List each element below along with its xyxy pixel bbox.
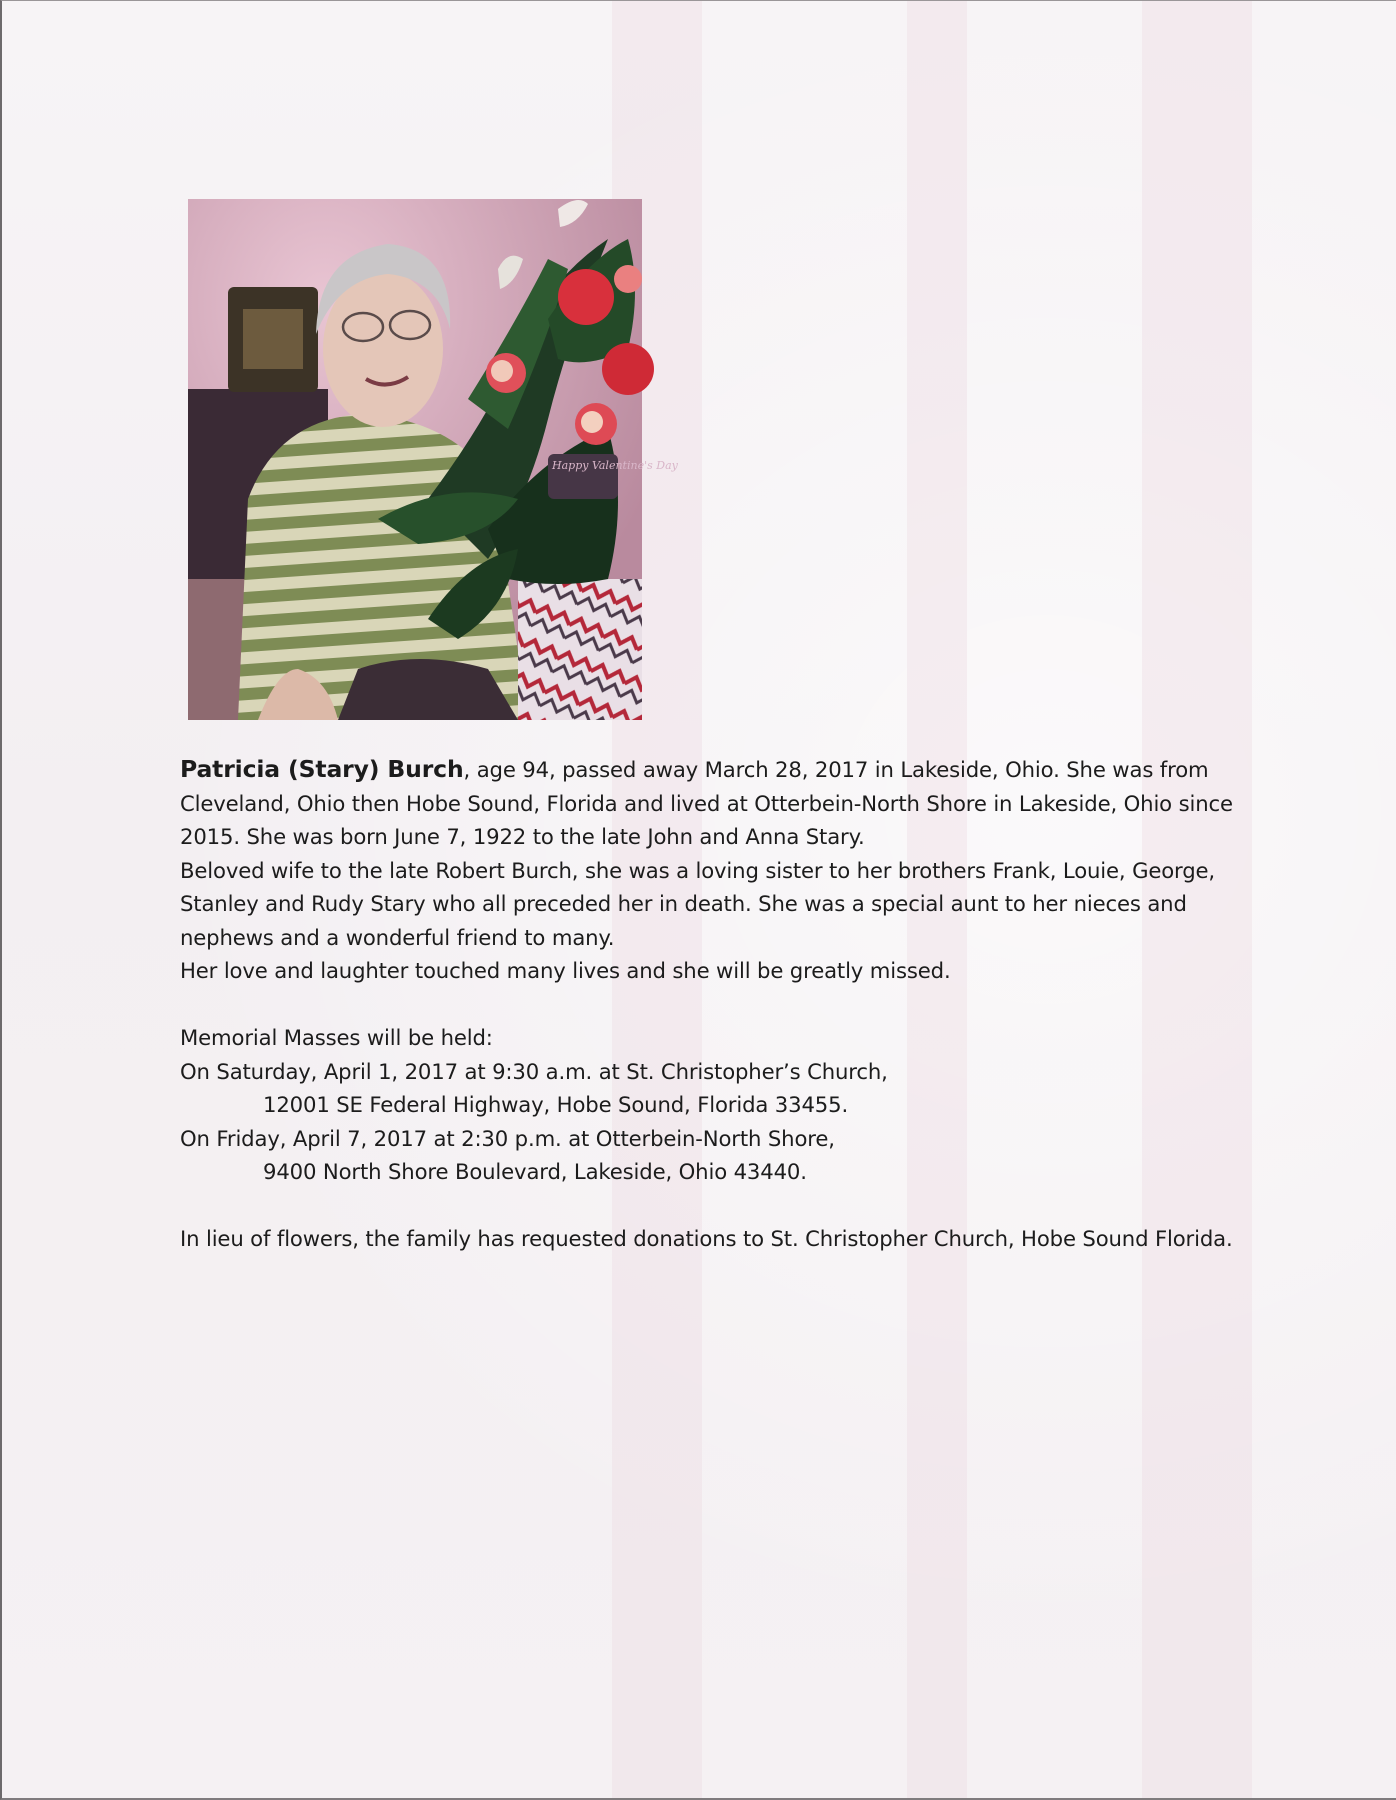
intro-text: , age 94, passed away March 28, 2017 in Lakeside, Ohio. She was from Cleveland, Ohio then Hobe Sound, Florida and lived at Otterbein-North Shore in Lakeside, Ohio since 2015. She was born June 7, 1922 to the late John and Anna Stary. [180,757,1233,849]
family-paragraph: Beloved wife to the late Robert Burch, she was a loving sister to her brothers Frank, Louie, George, Stanley and Rudy Stary who all preceded her in death. She was a special aunt to her nieces and nephews and a wonderful friend to many. [180,857,1216,950]
mass-line: On Saturday, April 1, 2017 at 9:30 a.m. at St. Christopher’s Church, [180,1058,888,1084]
mass-address: 9400 North Shore Boulevard, Lakeside, Ohio 43440. [263,1159,807,1184]
card-text: Happy Valentine's Day [552,459,678,472]
memorial-heading: Memorial Masses will be held: [180,1025,493,1050]
donations-paragraph: In lieu of flowers, the family has requested donations to St. Christopher Church, Hobe Sound Florida. [180,1226,1233,1251]
intro-paragraph [180,753,1270,854]
obituary-text [180,753,1270,1256]
mass-line: On Friday, April 7, 2017 at 2:30 p.m. at Otterbein-North Shore, [180,1125,835,1151]
mass-address: 12001 SE Federal Highway, Hobe Sound, Florida 33455. [263,1092,849,1117]
tribute-paragraph: Her love and laughter touched many lives and she will be greatly missed. [180,958,951,983]
deceased-name: Patricia (Stary) Burch [180,755,464,783]
portrait-photo [188,199,678,720]
